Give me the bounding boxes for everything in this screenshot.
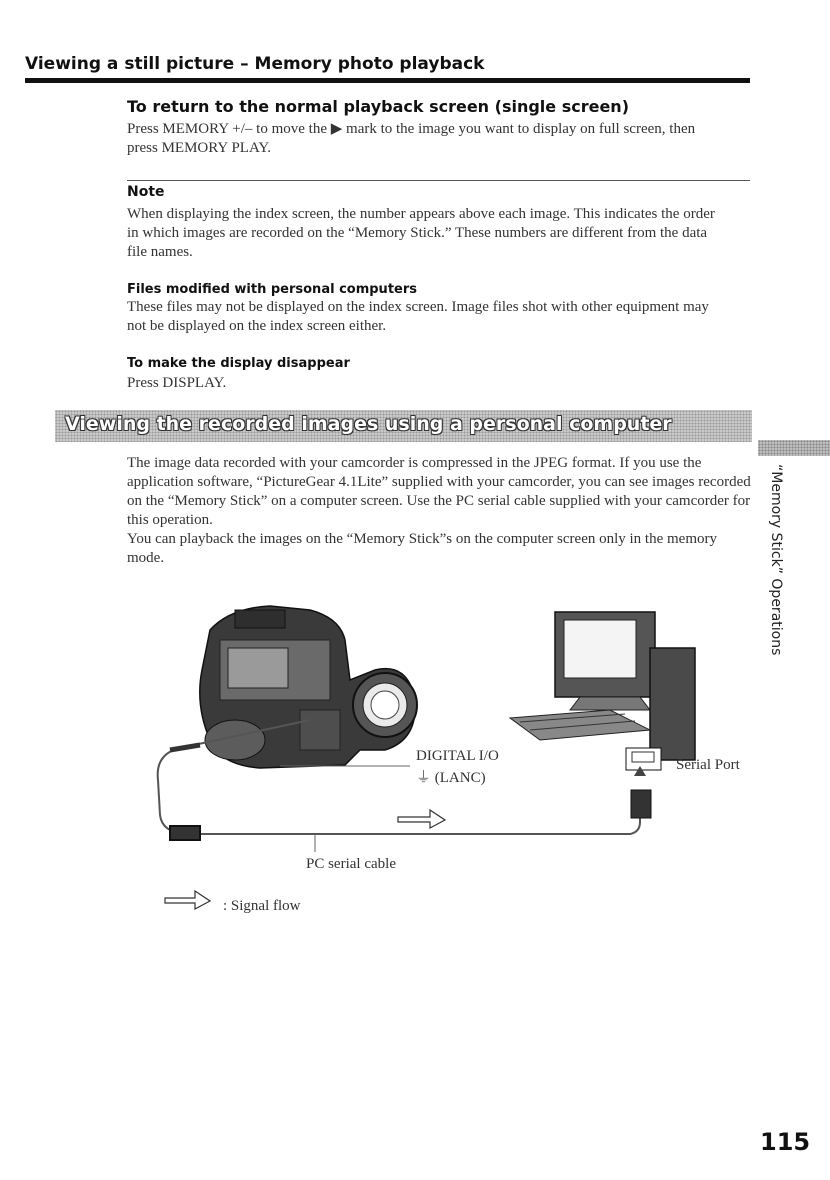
- files-modified-heading: Files modified with personal computers: [127, 282, 417, 297]
- note-divider: [127, 180, 750, 181]
- label-digital-io: DIGITAL I/O: [416, 748, 499, 764]
- display-disappear-text: Press DISPLAY.: [127, 375, 227, 391]
- label-signal-flow: : Signal flow: [223, 898, 301, 914]
- camcorder-illustration: [200, 606, 417, 768]
- side-tab-label: “Memory Stick” Operations: [768, 464, 784, 656]
- section-heading-return: To return to the normal playback screen (single screen): [127, 97, 630, 116]
- side-tab-marker: [758, 440, 830, 456]
- section-banner: [55, 410, 752, 442]
- banner-title: Viewing the recorded images using a personal computer: [65, 413, 672, 435]
- computer-illustration: [510, 612, 695, 818]
- section-text-return: Press MEMORY +/– to move the ▶ mark to the image you want to display on full screen, then press MEMORY PLAY.: [127, 121, 696, 156]
- note-heading: Note: [127, 184, 165, 200]
- main-paragraph-2: You can playback the images on the “Memory Stick”s on the computer screen only in the memory mode.: [127, 531, 717, 566]
- main-paragraph-1: The image data recorded with your camcorder is compressed in the JPEG format. If you use the application software, “PictureGear 4.1Lite” supplied with your camcorder, you can see images recorded on the “Memory Stick” on a computer screen. Use the PC serial cable supplied with your camcorder for this operation.: [127, 455, 751, 528]
- files-modified-text: These files may not be displayed on the index screen. Image files shot with other equipment may not be displayed on the index screen either.: [127, 299, 709, 334]
- display-disappear-heading: To make the display disappear: [127, 356, 350, 371]
- title-rule: [25, 78, 750, 83]
- page-number: 115: [760, 1128, 811, 1156]
- label-lanc: ⏚ (LANC): [416, 770, 486, 786]
- main-text: [127, 454, 757, 568]
- signal-flow-arrow: [398, 810, 445, 828]
- label-serial-port: Serial Port: [676, 757, 740, 773]
- legend-arrow-icon: [165, 891, 210, 909]
- note-text: When displaying the index screen, the number appears above each image. This indicates the order in which images are recorded on the “Memory Stick.” These numbers are different from the data file names.: [127, 206, 715, 260]
- label-pc-serial-cable: PC serial cable: [306, 856, 396, 872]
- page-title: Viewing a still picture – Memory photo playback: [25, 54, 485, 74]
